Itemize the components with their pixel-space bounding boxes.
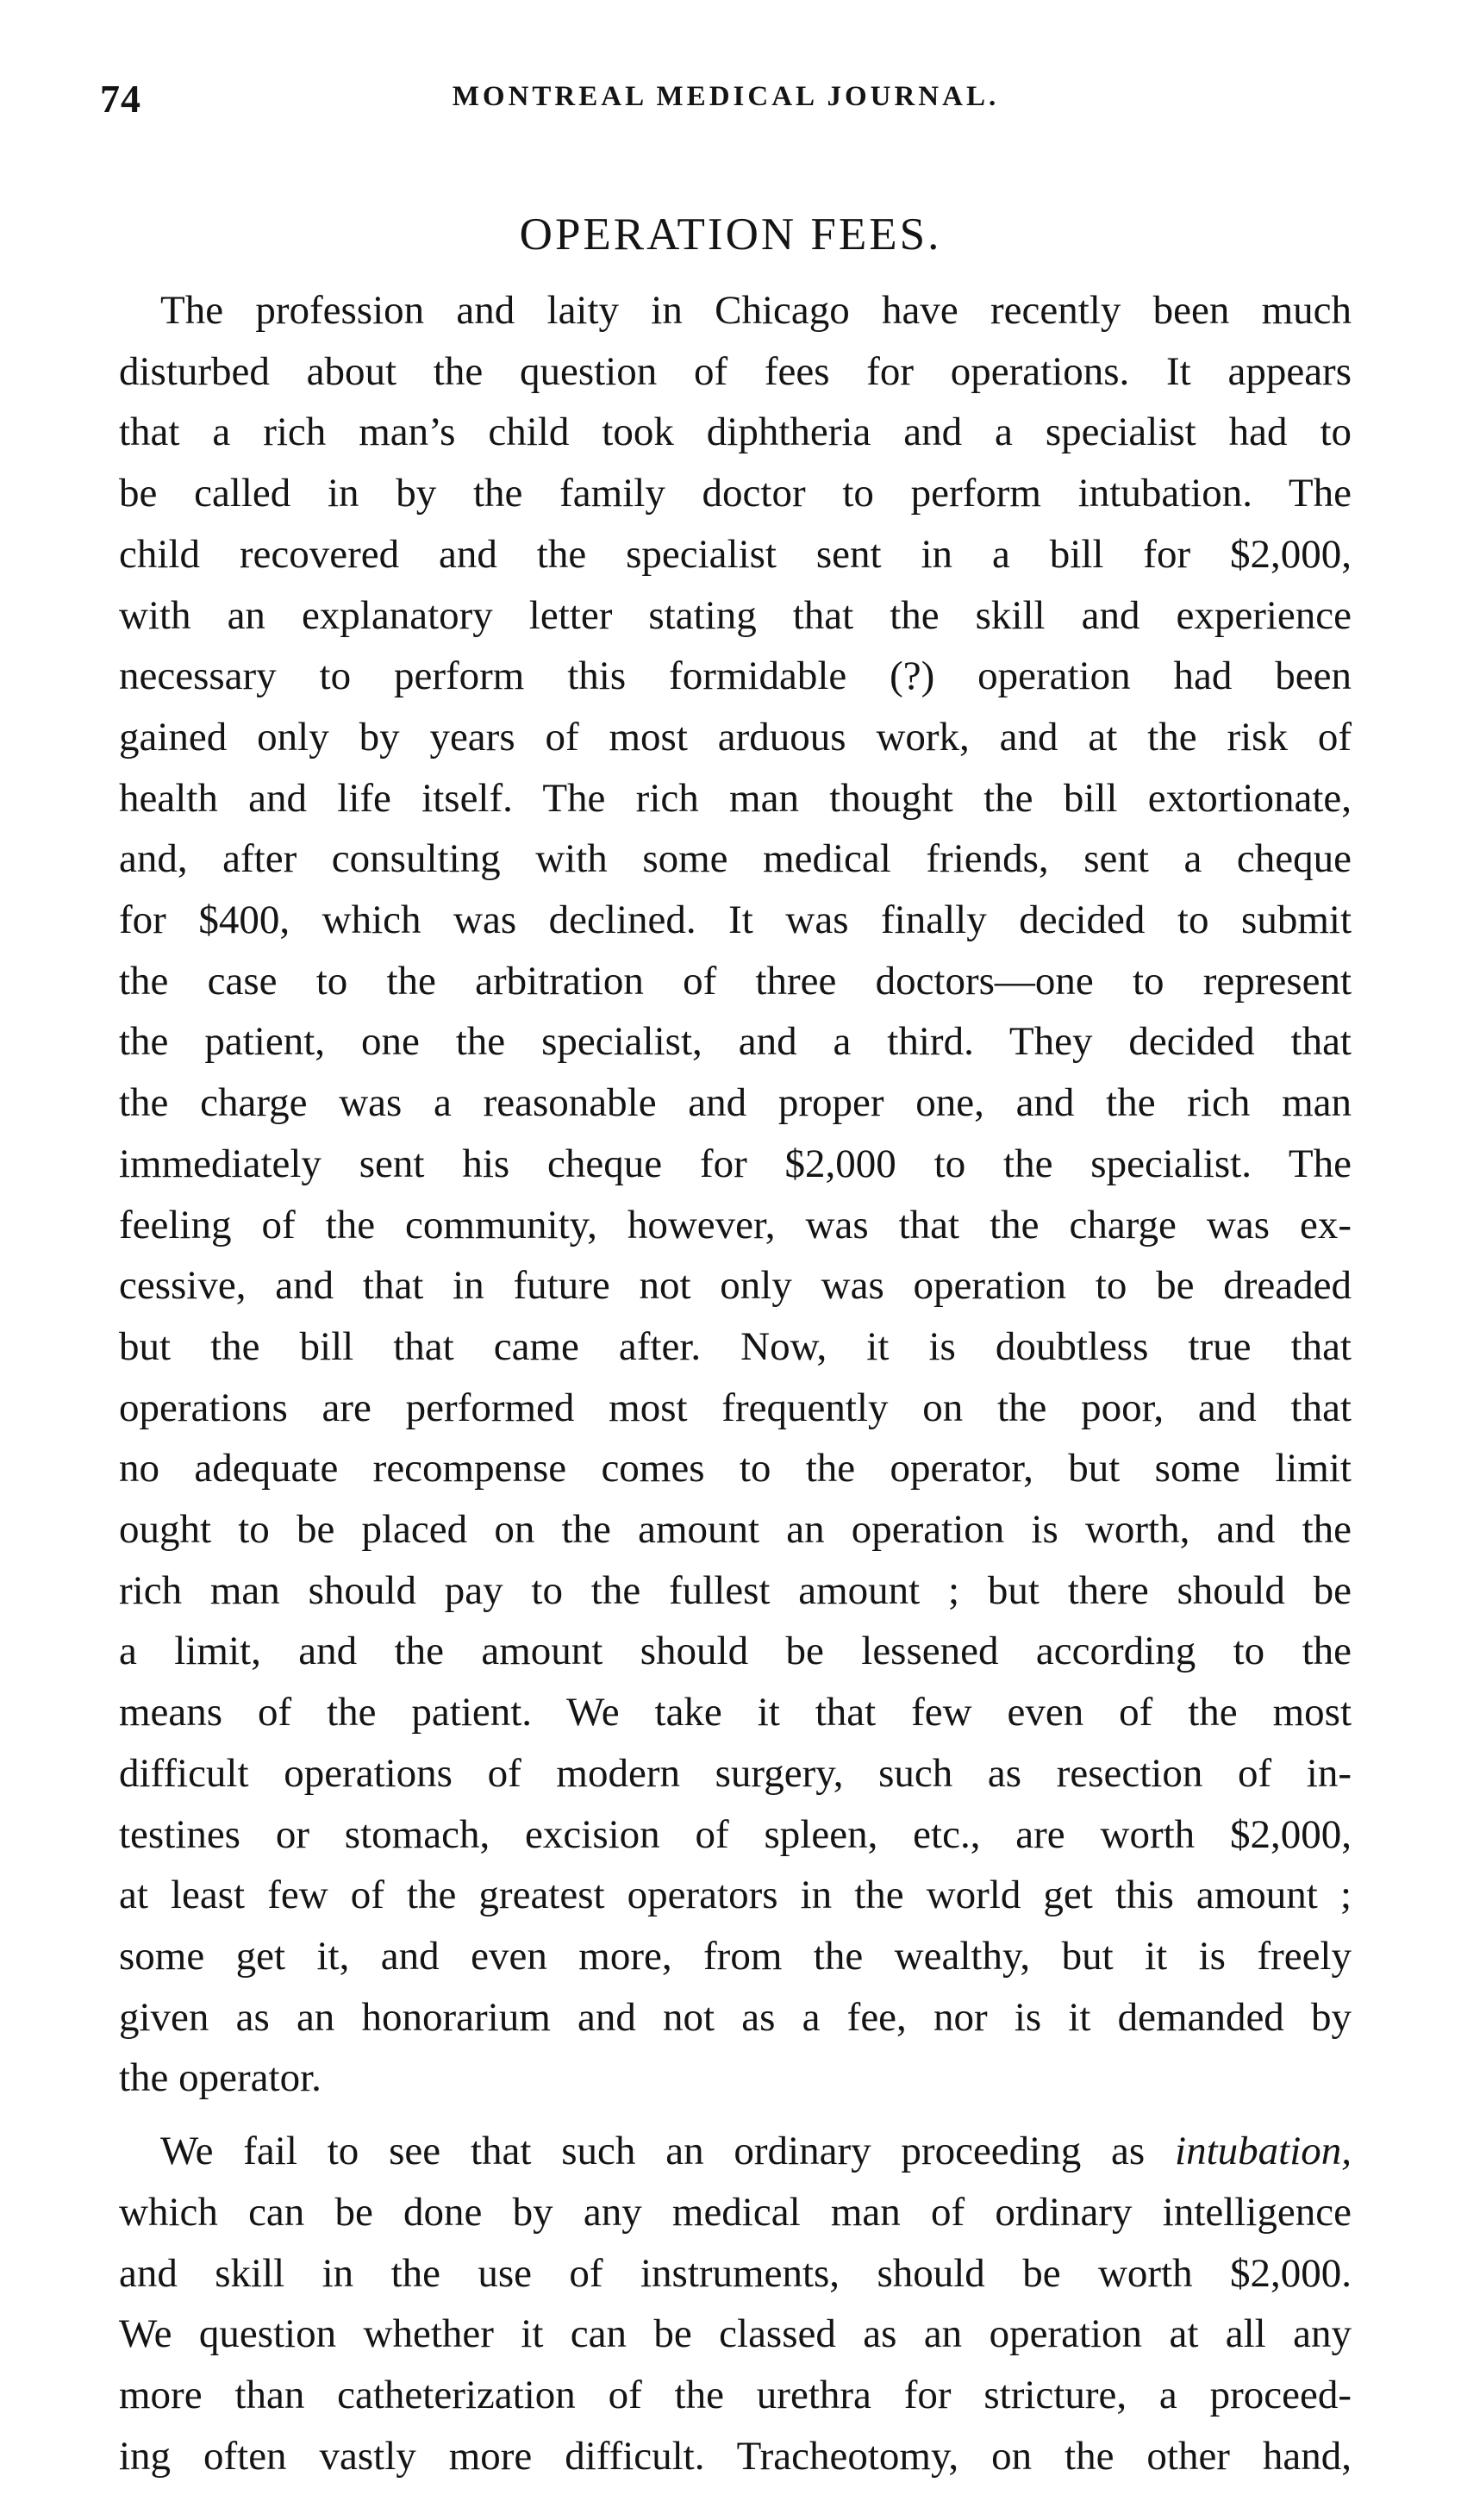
paragraph-line: The profession and laity in Chicago have recently been much: [160, 288, 1352, 333]
page-number: 74: [100, 77, 141, 121]
paragraph-line: a limit, and the amount should be lessened according to the: [119, 1629, 1352, 1674]
paragraph-line: for $400, which was declined. It was finally decided to submit: [119, 897, 1352, 943]
paragraph-line: health and life itself. The rich man thought the bill extortionate,: [119, 775, 1352, 821]
paragraph-line: necessary to perform this formidable (?) operation had been: [119, 653, 1352, 699]
running-head: [97, 76, 1355, 128]
paragraph-line: the case to the arbitration of three doctors—one to represent: [119, 958, 1352, 1004]
paragraph-line: but the bill that came after. Now, it is doubtless true that: [119, 1323, 1352, 1369]
paragraph-1: [119, 280, 1352, 2109]
paragraph-line: difficult operations of modern surgery, such as resection of in-: [119, 1750, 1352, 1796]
paragraph-line: with an explanatory letter stating that the skill and experience: [119, 592, 1352, 638]
paragraph-line: feeling of the community, however, was that the charge was ex-: [119, 1202, 1352, 1247]
paragraph-line: cessive, and that in future not only was operation to be dreaded: [119, 1263, 1352, 1309]
paragraph-line: and, after consulting with some medical friends, sent a cheque: [119, 836, 1352, 882]
paragraph-line: gained only by years of most arduous work, and at the risk of: [119, 714, 1352, 760]
paragraph-line: more than catheterization of the urethra for stricture, a proceed-: [119, 2372, 1352, 2417]
article-title: OPERATION FEES.: [519, 209, 942, 260]
paragraph-line: ought to be placed on the amount an operation is worth, and the: [119, 1507, 1352, 1553]
paragraph-line: the operator.: [119, 2055, 322, 2101]
paragraph-line: the patient, one the specialist, and a third. They decided that: [119, 1019, 1352, 1065]
paragraph-line: no adequate recompense comes to the operator, but some limit: [119, 1446, 1352, 1491]
paragraph-line: at least few of the greatest operators in the world get this amount ;: [119, 1873, 1352, 1918]
paragraph-line: operations are performed most frequently on the poor, and that: [119, 1385, 1352, 1430]
paragraph-line: the charge was a reasonable and proper one, and the rich man: [119, 1080, 1352, 1126]
paragraph-line: rich man should pay to the fullest amount ; but there should be: [119, 1567, 1352, 1613]
paragraph-line-text: We fail to see that such an ordinary proceeding as: [160, 2129, 1176, 2174]
paragraph-line: We question whether it can be classed as an operation at all any: [119, 2311, 1352, 2357]
paragraph-line: given as an honorarium and not as a fee, nor is it demanded by: [119, 1994, 1352, 2040]
italic-term: intubation,: [1175, 2129, 1352, 2174]
paragraph-line: some get it, and even more, from the wealthy, but it is freely: [119, 1933, 1352, 1979]
paragraph-line: testines or stomach, excision of spleen, etc., are worth $2,000,: [119, 1811, 1352, 1857]
paragraph-2-lines: [119, 2182, 1352, 2487]
paragraph-line: that a rich man’s child took diphtheria and a specialist had to: [119, 410, 1352, 455]
paragraph-line: [119, 2121, 1352, 2182]
paragraph-2: [119, 2121, 1352, 2486]
paragraph-line: immediately sent his cheque for $2,000 to the specialist. The: [119, 1141, 1352, 1186]
paragraph-line: disturbed about the question of fees for operations. It appears: [119, 348, 1352, 394]
paragraph-line: and skill in the use of instruments, should be worth $2,000.: [119, 2250, 1352, 2296]
journal-name: MONTREAL MEDICAL JOURNAL.: [452, 81, 1000, 112]
paragraph-line: child recovered and the specialist sent in a bill for $2,000,: [119, 531, 1352, 577]
paragraph-line: ing often vastly more difficult. Tracheotomy, on the other hand,: [119, 2433, 1352, 2479]
paragraph-line: be called in by the family doctor to perform intubation. The: [119, 471, 1352, 516]
paragraph-gap: [119, 2109, 1352, 2121]
article-body: [119, 280, 1352, 2486]
paragraph-line: means of the patient. We take it that few even of the most: [119, 1690, 1352, 1735]
paragraph-line: which can be done by any medical man of ordinary intelligence: [119, 2189, 1352, 2235]
